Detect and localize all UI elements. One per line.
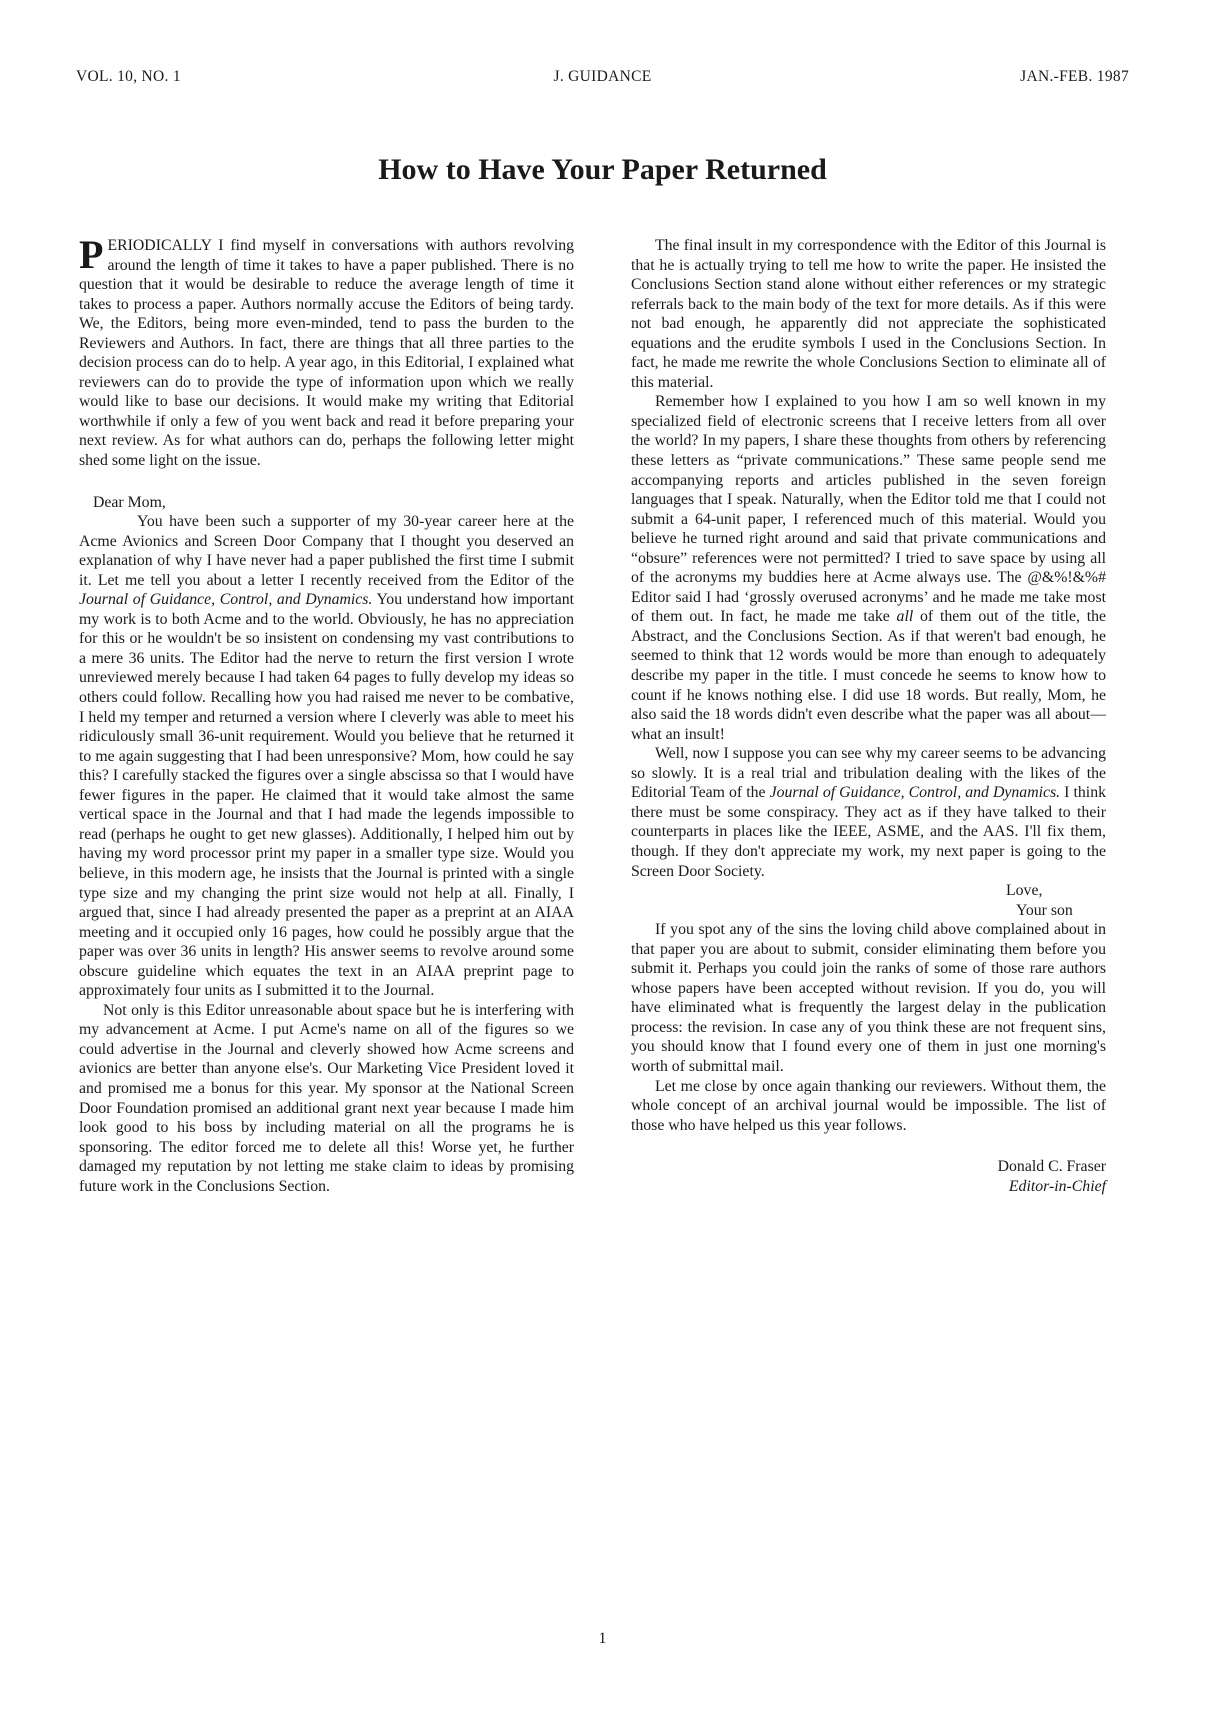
emphasis-all: all bbox=[896, 608, 914, 626]
letter-paragraph-3: The final insult in my correspondence with the Editor of this Journal is that he is actually trying to tell me how to write the paper. He insisted the Conclusions Section stand alone without either references or my strategic referrals back to the main body of the text for more details. As if this were not bad enough, he apparently did not appreciate the sophisticated equations and the erudite symbols I used in the Conclusions Section. In fact, he made me rewrite the whole Conclusions Section to eliminate all of this material. bbox=[631, 237, 1106, 391]
intro-paragraph bbox=[79, 232, 574, 471]
editor-title: Editor-in-Chief bbox=[1008, 1177, 1106, 1195]
letter-paragraph-2: Not only is this Editor unreasonable about space but he is interfering with my advancement at Acme. I put Acme's name on all of the figures so we could advertise in the Journal and cleverly showed how Acme screens and avionics are better than anyone else's. Our Marketing Vice President loved it and promised me a bonus for this year. My sponsor at the National Screen Door Foundation promised an additional grant next year because I made him look good to his boss by including material on all the programs he is sponsoring. The editor forced me to delete all this! Worse yet, he further damaged my reputation by not letting me stake claim to ideas by promising future work in the Conclusions Section. bbox=[79, 1001, 574, 1195]
volume-label: VOL. 10, NO. 1 bbox=[76, 68, 181, 85]
letter-paragraph-5: Well, now I suppose you can see why my career seems to be advancing so slowly. It is a real trial and tribulation dealing with the likes of the Editorial Team of the Journal of Guidance, Control, and Dynamics. I think there must be some conspiracy. They act as if they have talked to their counterparts in places like the IEEE, ASME, and the AAS. I'll fix them, though. If they don't appreciate my work, my next paper is going to the Screen Door Society. bbox=[631, 745, 1106, 880]
drop-cap: P bbox=[79, 232, 104, 277]
editor-signature bbox=[631, 1157, 1106, 1196]
intro-text: ERIODICALLY I find myself in conversations with authors revolving around the length of time it takes to have a paper published. There is no question that it would be desirable to reduce the average length of time it takes to process a paper. Authors normally accuse the Editors of being tardy. We, the Editors, being more even-minded, tend to pass the burden to the Reviewers and Authors. In fact, there are things that all three parties to the decision process can do to help. A year ago, in this Editorial, I explained what reviewers can do to provide the type of information upon which we really would like to base our decisions. It would make my writing that Editorial worthwhile if only a few of you went back and read it before preparing your next review. As for what authors can do, perhaps the following letter might shed some light on the issue. bbox=[79, 237, 574, 470]
letter-signature: Your son bbox=[1016, 901, 1073, 919]
editor-note-paragraph-1: If you spot any of the sins the loving child above complained about in that paper you are about to submit, consider eliminating them before you submit it. Perhaps you could join the ranks of some of those rare authors whose papers have been accepted without revision. If you do, you will have eliminated what is frequently the largest delay in the publication process: the revision. In case any of you think these are not frequent sins, you should know that I found every one of them in just one morning's worth of submittal mail. bbox=[631, 921, 1106, 1075]
letter-salutation: Dear Mom, bbox=[93, 493, 166, 511]
journal-name: J. GUIDANCE bbox=[553, 68, 652, 85]
left-column bbox=[79, 232, 574, 1196]
journal-title-italic: Journal of Guidance, Control, and Dynamics. bbox=[769, 784, 1061, 802]
issue-date: JAN.-FEB. 1987 bbox=[1020, 68, 1129, 85]
editor-note-paragraph-2: Let me close by once again thanking our reviewers. Without them, the whole concept of an archival journal would be impossible. The list of those who have helped us this year follows. bbox=[631, 1077, 1106, 1134]
editor-name: Donald C. Fraser bbox=[997, 1158, 1106, 1176]
running-header bbox=[76, 68, 1129, 92]
journal-title-italic: Journal of Guidance, Control, and Dynamics. bbox=[79, 591, 373, 609]
letter-closing: Love, bbox=[1006, 882, 1043, 900]
right-column bbox=[631, 236, 1106, 1196]
article-title: How to Have Your Paper Returned bbox=[378, 153, 827, 186]
letter-paragraph-1: You have been such a supporter of my 30-year career here at the Acme Avionics and Screen Door Company that I thought you deserved an explanation of why I have never had a paper published the first time I submit it. Let me tell you about a letter I recently received from the Editor of the Journal of Guidance, Control, and Dynamics. You understand how important my work is to both Acme and to the world. Obviously, he has no appreciation for this or he wouldn't be so insistent on condensing my vast contributions to a mere 36 units. The Editor had the nerve to return the first version I wrote unreviewed merely because I had taken 64 pages to fully develop my ideas so others could follow. Recalling how you had raised me never to be combative, I held my temper and returned a version where I cleverly was able to meet his ridiculously small 36-unit requirement. Would you believe that he returned it to me again suggesting that I had been unresponsive? Mom, how could he say this? I carefully stacked the figures over a single abscissa so that I would have fewer figures in the paper. He claimed that it would take almost the same vertical space in the Journal and that I had made the legends impossible to read (perhaps he ought to get new glasses). Additionally, I helped him out by having my word processor print my paper in a smaller type size. Would you believe, in this modern age, he insists that the Journal is printed with a single type size and my changing the print size would not help at all. Finally, I argued that, since I had already presented the paper as a preprint at an AIAA meeting and it occupied only 16 pages, how could he possibly argue that the paper was over 36 units in length? His answer seems to revolve around some obscure guideline which equates the text in an AIAA preprint page to approximately four units as I submitted it to the Journal. bbox=[79, 513, 574, 1000]
letter-paragraph-4: Remember how I explained to you how I am so well known in my specialized field of electronic screens that I receive letters from all over the world? In my papers, I share these thoughts from others by referencing these letters as “private communications.” These same people send me accompanying reports and articles published in the seven foreign languages that I speak. Naturally, when the Editor told me that I could not submit a 64-unit paper, I referenced much of this material. Would you believe he turned right around and said that private communications and “obsure” references were not permitted? I tried to save space by using all of the acronyms my buddies here at Acme always use. The @&%!&%# Editor said I had ‘grossly overused acronyms’ and he made me take most of them out. In fact, he made me take all of them out of the title, the Abstract, and the Conclusions Section. As if that weren't bad enough, he seemed to think that 12 words would be more than enough to adequately describe my paper in the title. I must concede he seems to know how to count if he knows nothing else. I did use 18 words. But really, Mom, he also said the 18 words didn't even describe what the paper was all about—what an insult! bbox=[631, 393, 1106, 743]
page-number: 1 bbox=[598, 1630, 607, 1647]
